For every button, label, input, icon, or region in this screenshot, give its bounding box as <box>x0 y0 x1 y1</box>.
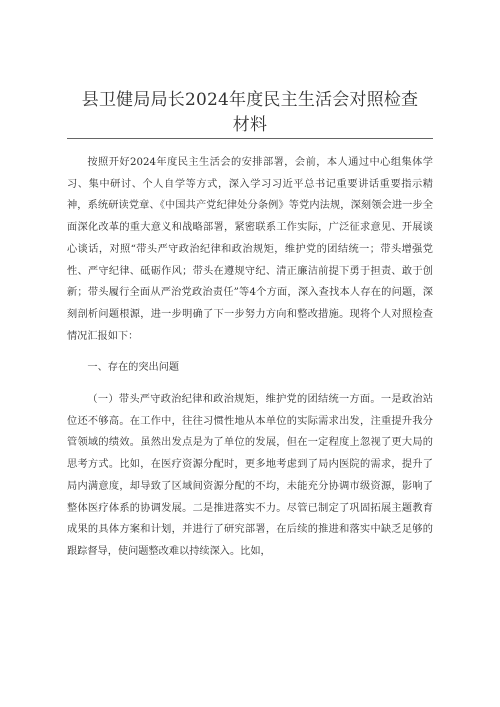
section-heading: 一、存在的突出问题 <box>87 362 180 374</box>
title-line-2: 材料 <box>232 115 268 135</box>
section-paragraph: （一）带头严守政治纪律和政治规矩，维护党的团结统一方面。一是政治站位还不够高。在工作中，往往习惯性地从本单位的实际需求出发，注重提升我分管领域的绩效。虽然出发点是为了单位的发展，但在一定程度上忽视了更大局的思考方式。比如，在医疗资源分配时，更多地考虑到了局内医院的需求，提升了局内满意度，却导致了区域间资源分配的不均，未能充分协调市级资源，影响了整体医疗体系的协调发展。二是推进落实不力。尽管已制定了巩固拓展主题教育成果的具体方案和计划，并进行了研究部署，在后续的推进和落实中缺乏足够的跟踪督导，使问题整改难以持续深入。比如， <box>67 394 433 557</box>
document-title <box>0 88 500 138</box>
document-body <box>67 152 433 563</box>
title-divider <box>67 138 433 139</box>
title-line-1: 县卫健局局长2024年度民主生活会对照检查 <box>81 90 419 110</box>
intro-paragraph: 按照开好2024年度民主生活会的安排部署，会前，本人通过中心组集体学习、集中研讨、个人自学等方式，深入学习习近平总书记重要讲话重要指示精神，系统研读党章、《中国共产党纪律处分条例》等党内法规，深刻领会进一步全面深化改革的重大意义和战略部署，紧密联系工作实际，广泛征求意见、开展谈心谈话，对照“带头严守政治纪律和政治规矩，维护党的团结统一；带头增强党性、严守纪律、砥砺作风；带头在遵规守纪、清正廉洁前提下勇于担责、敢于创新；带头履行全面从严治党政治责任”等4个方面，深入查找本人存在的问题，深刻剖析问题根源，进一步明确了下一步努力方向和整改措施。现将个人对照检查情况汇报如下： <box>67 157 433 342</box>
